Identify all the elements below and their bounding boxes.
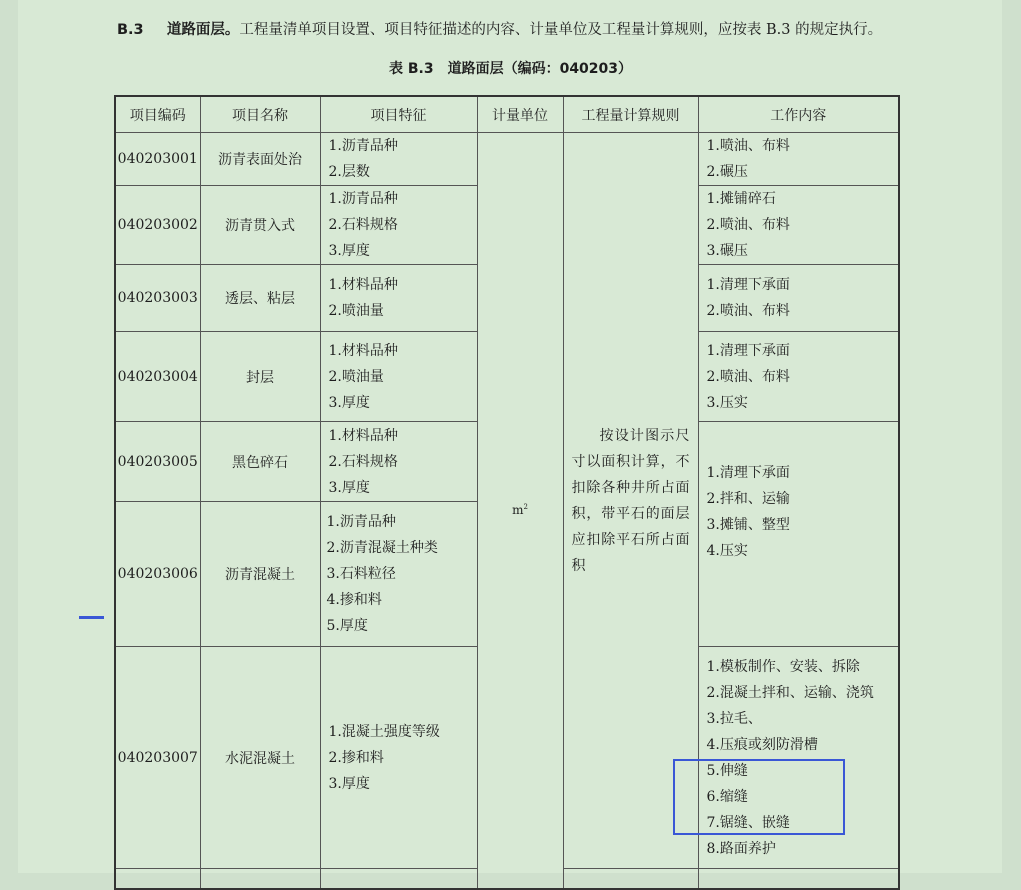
work-line: 1.摊铺碎石 xyxy=(706,191,776,207)
feature-line: 2.喷油量 xyxy=(328,368,384,385)
work-line: 3.碾压 xyxy=(706,243,748,259)
table-row xyxy=(115,133,899,186)
item-features xyxy=(320,422,477,502)
feature-line: 2.石料规格 xyxy=(328,453,398,470)
item-features xyxy=(320,265,477,332)
rule-cell: 按设计图示尺寸以面积计算，不扣除各种井所占面积，带平石的面层应扣除平石所占面积 xyxy=(563,133,698,869)
feature-line: 1.沥青品种 xyxy=(326,514,396,530)
work-line: 1.模板制作、安装、拆除 xyxy=(706,658,860,675)
header-unit: 计量单位 xyxy=(477,96,563,133)
item-code: 040203002 xyxy=(115,186,200,265)
feature-line: 2.喷油量 xyxy=(328,303,384,319)
work-line: 1.喷油、布料 xyxy=(706,138,790,154)
feature-line: 3.厚度 xyxy=(328,394,370,411)
work-line: 5.伸缝 xyxy=(706,762,748,779)
feature-line: 1.混凝土强度等级 xyxy=(328,723,440,740)
work-content xyxy=(698,186,899,265)
item-code: 040203003 xyxy=(115,265,200,332)
item-features xyxy=(320,332,477,422)
feature-line: 3.厚度 xyxy=(328,243,370,259)
table-caption: 表 B.3 道路面层（编码：040203） xyxy=(388,61,633,77)
work-line: 3.压实 xyxy=(706,394,748,411)
feature-line: 1.材料品种 xyxy=(328,277,398,293)
feature-line: 2.石料规格 xyxy=(328,217,398,233)
margin-marker xyxy=(79,616,104,619)
work-line: 1.清理下承面 xyxy=(706,465,790,481)
item-name: 封层 xyxy=(200,332,320,422)
item-name: 沥青表面处治 xyxy=(200,133,320,186)
work-line: 1.清理下承面 xyxy=(706,342,790,359)
work-line: 7.锯缝、嵌缝 xyxy=(706,814,790,831)
highlight-box xyxy=(673,759,845,835)
header-work: 工作内容 xyxy=(698,96,899,133)
feature-line: 1.沥青品种 xyxy=(328,191,398,207)
work-content xyxy=(698,332,899,422)
work-line: 1.清理下承面 xyxy=(706,277,790,293)
work-content xyxy=(698,133,899,186)
work-content xyxy=(698,422,899,647)
header-name: 项目名称 xyxy=(200,96,320,133)
item-code: 040203005 xyxy=(115,422,200,502)
item-code xyxy=(115,869,200,889)
item-code: 040203007 xyxy=(115,647,200,869)
work-line: 4.压痕或刻防滑槽 xyxy=(706,736,818,753)
intro-text: 工程量清单项目设置、项目特征描述的内容、计量单位及工程量计算规则，应按表 B.3 的规定执行。 xyxy=(239,22,883,38)
feature-line: 4.掺和料 xyxy=(326,592,382,608)
work-line: 2.喷油、布料 xyxy=(706,368,790,385)
rule-cell xyxy=(563,869,698,889)
item-name: 沥青混凝土 xyxy=(200,502,320,647)
feature-line: 3.厚度 xyxy=(328,775,370,792)
work-line: 2.拌和、运输 xyxy=(706,491,790,507)
header-features: 项目特征 xyxy=(320,96,477,133)
feature-line: 3.厚度 xyxy=(328,479,370,496)
feature-line: 2.沥青混凝土种类 xyxy=(326,540,438,556)
item-features xyxy=(320,186,477,265)
unit-cell: $m^2$ xyxy=(477,133,563,889)
feature-line: 1.沥青品种 xyxy=(328,138,398,154)
work-line: 4.压实 xyxy=(706,543,748,559)
work-content xyxy=(698,265,899,332)
work-line: 2.混凝土拌和、运输、浇筑 xyxy=(706,684,874,701)
work-line: 8.路面养护 xyxy=(706,840,776,857)
work-line: 2.喷油、布料 xyxy=(706,303,790,319)
work-line: 6.缩缝 xyxy=(706,788,748,805)
item-code: 040203001 xyxy=(115,133,200,186)
item-features xyxy=(320,869,477,889)
feature-line: 5.厚度 xyxy=(326,618,368,634)
item-name: 沥青贯入式 xyxy=(200,186,320,265)
feature-line: 1.材料品种 xyxy=(328,427,398,444)
item-features xyxy=(320,647,477,869)
item-name: 透层、粘层 xyxy=(200,265,320,332)
header-row xyxy=(115,96,899,133)
feature-line: 2.掺和料 xyxy=(328,749,384,766)
feature-line: 1.材料品种 xyxy=(328,342,398,359)
work-line: 3.摊铺、整型 xyxy=(706,517,790,533)
item-code: 040203004 xyxy=(115,332,200,422)
section-number: B.3 xyxy=(117,22,144,38)
item-name xyxy=(200,869,320,889)
work-line: 3.拉毛、 xyxy=(706,710,762,727)
item-features xyxy=(320,133,477,186)
item-name: 水泥混凝土 xyxy=(200,647,320,869)
item-code: 040203006 xyxy=(115,502,200,647)
header-code: 项目编码 xyxy=(115,96,200,133)
header-rule: 工程量计算规则 xyxy=(563,96,698,133)
intro-paragraph xyxy=(117,18,917,39)
work-line: 2.喷油、布料 xyxy=(706,217,790,233)
feature-line: 2.层数 xyxy=(328,164,370,180)
section-title: 道路面层。 xyxy=(166,22,240,38)
feature-line: 3.石料粒径 xyxy=(326,566,396,582)
item-name: 黑色碎石 xyxy=(200,422,320,502)
item-features xyxy=(320,502,477,647)
work-content xyxy=(698,647,899,869)
work-line: 2.碾压 xyxy=(706,164,748,180)
work-content xyxy=(698,869,899,889)
